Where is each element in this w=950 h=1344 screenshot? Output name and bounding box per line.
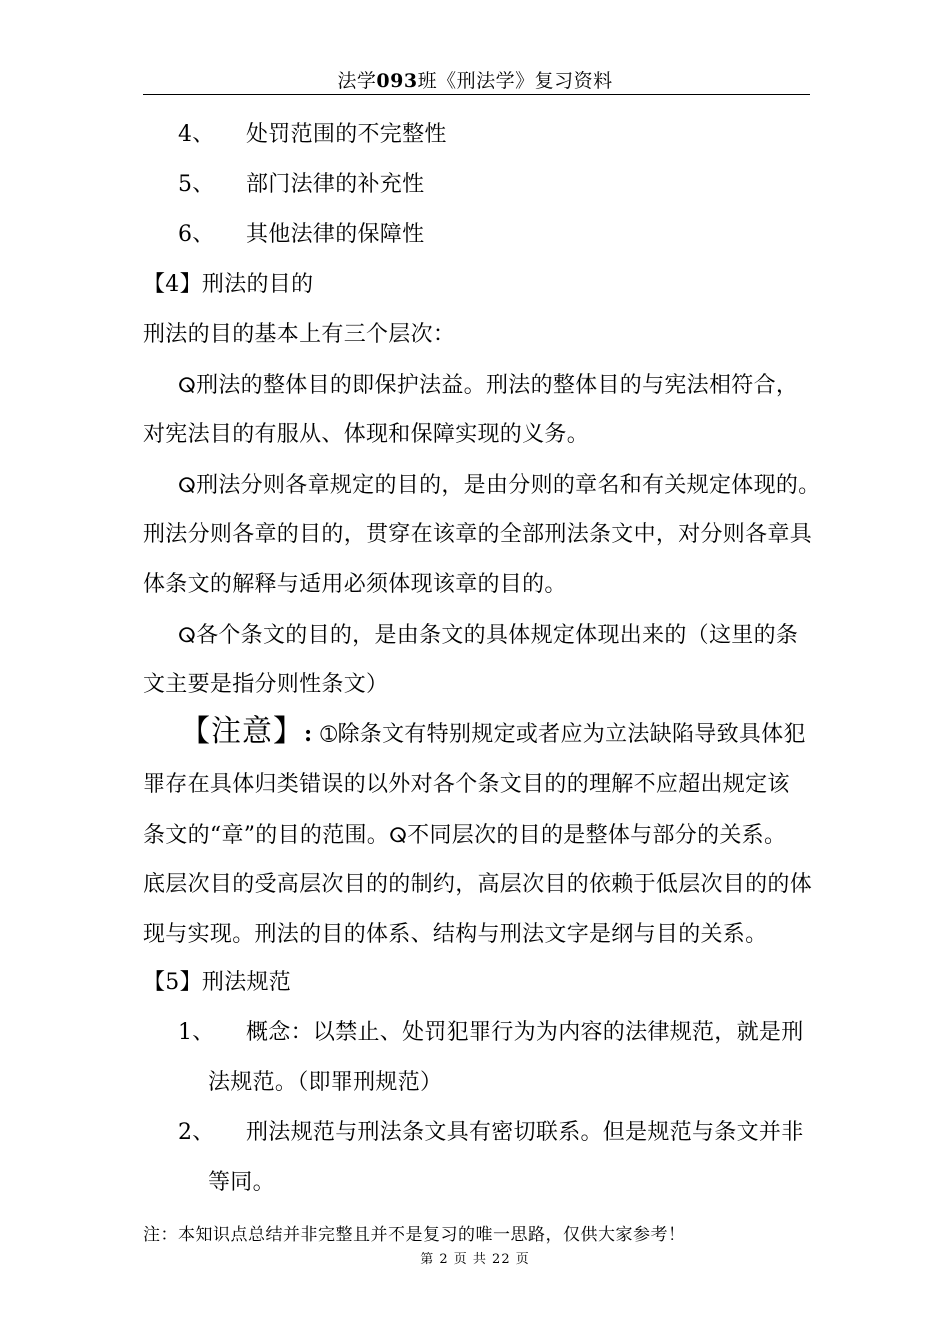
list-number: 6、 [178,222,215,247]
note-line: 现与实现。刑法的目的体系、结构与刑法文字是纲与目的关系。 [143,922,768,947]
list-text: 处罚范围的不完整性 [246,122,447,147]
bullet-note-icon: ⵕ [389,823,408,847]
note-line [143,820,786,851]
list-item [178,1118,804,1148]
paragraph-text: 各个条文的目的，是由条文的具体规定体现出来的（这里的条 [196,623,799,648]
page-header-title [0,66,950,93]
paragraph-line: 对宪法目的有服从、体现和保障实现的义务。 [143,422,590,447]
paragraph-line: 文主要是指分则性条文） [143,672,389,697]
paragraph-text: 刑法分则各章规定的目的，是由分则的章名和有关规定体现的。 [196,473,821,498]
page-number: 第 2 页 共 22 页 [420,1252,530,1267]
bullet-1-icon: ⵕ [178,373,197,397]
list-text: 刑法规范与刑法条文具有密切联系。但是规范与条文并非 [246,1120,804,1145]
note-line [180,714,806,753]
list-text: 概念：以禁止、处罚犯罪行为为内容的法律规范，就是刑 [246,1020,804,1045]
bullet-2-icon: ⵕ [178,473,197,497]
note-label: 【注意】 [180,714,304,749]
footer-note: 注：本知识点总结并非完整且并不是复习的唯一思路，仅供大家参考！ [143,1225,686,1245]
paragraph-line [178,470,820,501]
note-text: 除条文有特别规定或者应为立法缺陷导致具体犯 [337,722,806,747]
paragraph-line [178,620,798,651]
note-line: 底层次目的受高层次目的的制约，高层次目的依赖于低层次目的的体 [143,872,813,897]
paragraph-line: 体条文的解释与适用必须体现该章的目的。 [143,572,567,597]
section-heading: 【4】刑法的目的 [143,272,314,297]
paragraph-line: 刑法分则各章的目的，贯穿在该章的全部刑法条文中，对分则各章具 [143,522,813,547]
paragraph-line [178,370,798,401]
section-heading: 【5】刑法规范 [143,970,292,995]
header-class-number: 093 [376,70,418,92]
header-prefix: 法学 [337,70,377,92]
note-text: 条文的“章”的目的范围。 [143,823,390,848]
header-divider [143,94,810,95]
note-line: 罪存在具体归类错误的以外对各个条文目的的理解不应超出规定该 [143,772,790,797]
list-item [178,220,424,250]
list-item [178,170,424,200]
list-item-continuation: 等同。 [208,1170,275,1195]
list-item [178,120,447,150]
list-text: 其他法律的保障性 [246,222,425,247]
header-suffix: 班《刑法学》复习资料 [417,70,613,92]
list-number: 2、 [178,1120,215,1145]
circled-one-icon: ➀ [320,722,338,746]
bullet-3-icon: ⵕ [178,623,197,647]
list-item-continuation: 法规范。（即罪刑规范） [208,1070,443,1095]
paragraph-text: 刑法的整体目的即保护法益。刑法的整体目的与宪法相符合， [196,373,799,398]
section-intro: 刑法的目的基本上有三个层次： [143,322,456,347]
note-colon: : [304,721,313,747]
list-item [178,1018,804,1048]
list-number: 4、 [178,122,215,147]
note-text: 不同层次的目的是整体与部分的关系。 [407,823,787,848]
list-number: 1、 [178,1020,215,1045]
list-text: 部门法律的补充性 [246,172,425,197]
list-number: 5、 [178,172,215,197]
